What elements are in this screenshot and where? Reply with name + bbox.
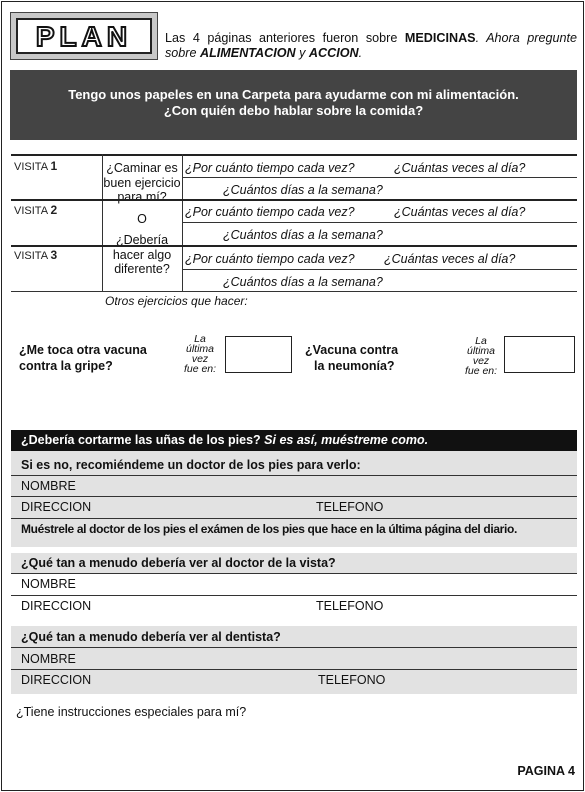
flu-last-time-label: La última vez fue en: — [183, 333, 217, 375]
visit-1-bottom — [11, 199, 577, 201]
nutrition-banner — [10, 70, 577, 140]
feet-phone-label: TELEFONO — [316, 500, 384, 514]
plan-title: PLAN — [16, 18, 152, 54]
dentist-question: ¿Qué tan a menudo debería ver al dentista? — [21, 630, 281, 644]
different-question: ¿Debería hacer algo diferente? — [112, 233, 172, 276]
eye-line-1 — [11, 573, 577, 574]
visit-3-how-long: ¿Por cuánto tiempo cada vez? — [185, 252, 355, 266]
or-text: O — [137, 212, 147, 226]
visit-2-times-per-day: ¿Cuántas veces al día? — [394, 205, 526, 219]
dentist-name-label: NOMBRE — [21, 652, 76, 666]
visit-1-times-per-day: ¿Cuántas veces al día? — [394, 161, 526, 175]
feet-exam-note: Muéstrele al doctor de los pies el exámen de los pies que hace en la última página del diario. — [21, 522, 517, 536]
feet-line-2 — [11, 496, 577, 497]
form-page — [1, 1, 584, 791]
visit-2-how-long: ¿Por cuánto tiempo cada vez? — [185, 205, 355, 219]
visit-1-label: VISITA 1 — [14, 159, 58, 173]
dentist-phone-label: TELEFONO — [318, 673, 386, 687]
visit-2-bottom — [11, 245, 577, 247]
walking-question: ¿Caminar es buen ejercicio para mí? — [103, 161, 181, 204]
pneumonia-date-box[interactable] — [504, 336, 575, 373]
other-exercises-label: Otros ejercicios que hacer: — [105, 294, 248, 308]
eye-line-2 — [11, 595, 577, 596]
visit-1-how-long: ¿Por cuánto tiempo cada vez? — [185, 161, 355, 175]
visit-3-days-per-week: ¿Cuántos días a la semana? — [223, 275, 383, 289]
special-instructions-question: ¿Tiene instrucciones especiales para mí? — [16, 705, 247, 719]
visit-3-times-per-day: ¿Cuántas veces al día? — [384, 252, 516, 266]
visit-2-days-per-week: ¿Cuántos días a la semana? — [223, 228, 383, 242]
visit-1-line-a — [182, 177, 577, 178]
dentist-line-1 — [11, 647, 577, 648]
visit-3-line-a — [182, 269, 577, 270]
dentist-address-label: DIRECCION — [21, 673, 92, 687]
feet-name-label: NOMBRE — [21, 479, 76, 493]
pneumonia-last-time-label: La última vez fue en: — [464, 335, 498, 377]
feet-line-3 — [11, 518, 577, 519]
feet-address-label: DIRECCION — [21, 500, 92, 514]
feet-line-1 — [11, 475, 577, 476]
feet-question-bar: ¿Debería cortarme las uñas de los pies? Si es así, muéstreme como. — [11, 430, 577, 451]
flu-vaccine-question: ¿Me toca otra vacuna contra la gripe? — [19, 343, 147, 373]
feet-recommend-text: Si es no, recomiéndeme un doctor de los pies para verlo: — [21, 458, 361, 472]
page-number: PAGINA 4 — [517, 764, 575, 778]
flu-date-box[interactable] — [225, 336, 292, 373]
eye-name-label: NOMBRE — [21, 577, 76, 591]
pneumonia-vaccine-question: ¿Vacuna contra la neumonía? — [305, 343, 399, 373]
table-bottom-border — [11, 291, 577, 292]
eye-phone-label: TELEFONO — [316, 599, 384, 613]
visit-2-label: VISITA 2 — [14, 203, 58, 217]
eye-address-label: DIRECCION — [21, 599, 92, 613]
table-top-border — [11, 154, 577, 156]
dentist-line-2 — [11, 669, 577, 670]
banner-line-1: Tengo unos papeles en una Carpeta para ayudarme con mi alimentación. — [68, 87, 519, 102]
visit-2-line-a — [182, 222, 577, 223]
intro-text: Las 4 páginas anteriores fueron sobre MEDICINAS. Ahora pregunte sobre ALIMENTACION y ACCION. — [165, 31, 577, 60]
plan-logo — [10, 12, 158, 60]
visit-3-label: VISITA 3 — [14, 248, 58, 262]
eye-doctor-question: ¿Qué tan a menudo debería ver al doctor de la vista? — [21, 556, 336, 570]
visit-1-days-per-week: ¿Cuántos días a la semana? — [223, 183, 383, 197]
banner-line-2: ¿Con quién debo hablar sobre la comida? — [163, 103, 424, 118]
